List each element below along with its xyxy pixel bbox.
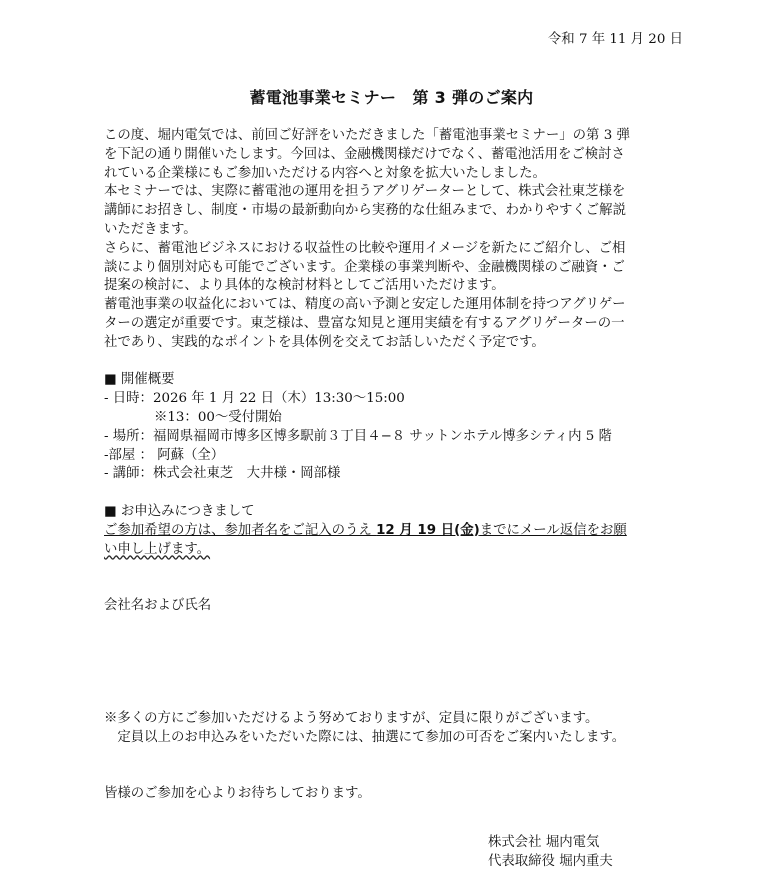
- intro-line: れている企業様にもご参加いただける内容へと対象を拡大いたしました。: [104, 165, 546, 181]
- document-title: 蓄電池事業セミナー 第 3 弾のご案内: [249, 88, 534, 107]
- application-section: [104, 503, 679, 559]
- capacity-notice: [104, 710, 679, 748]
- spacer: [104, 559, 679, 578]
- spacer: [104, 653, 679, 672]
- spacer: [104, 747, 679, 766]
- overview-lecturer: - 講師：株式会社東芝 大井様・岡部様: [104, 466, 341, 482]
- application-instructions-cont: [104, 541, 679, 560]
- spacer: [104, 484, 679, 503]
- application-text: ご参加希望の方は、参加者名をご記入のうえ: [104, 522, 377, 538]
- intro-line: 本セミナーでは、実際に蓄電池の運用を担うアグリゲーターとして、株式会社東芝様を: [104, 184, 626, 200]
- intro-line: さらに、蓄電池ビジネスにおける収益性の比較や運用イメージを新たにご紹介し、ご相: [104, 240, 626, 256]
- spacer: [104, 672, 679, 691]
- intro-line: 談により個別対応も可能でございます。企業様の事業判断や、金融機関様のご融資・ご: [104, 259, 625, 275]
- application-instructions: [104, 522, 679, 541]
- spacer: [104, 635, 679, 654]
- spacer: [104, 766, 679, 785]
- application-deadline: 12 月 19 日(金): [376, 522, 480, 538]
- spacer: [104, 353, 679, 372]
- spacer: [104, 691, 679, 710]
- signature-company: 株式会社 堀内電気: [488, 835, 600, 850]
- spacer: [104, 616, 679, 635]
- intro-line: 社であり、実践的なポイントを具体例を交えてお話しいただく予定です。: [104, 334, 545, 350]
- overview-heading: ■ 開催概要: [104, 372, 175, 388]
- intro-line: を下記の通り開催いたします。今回は、金融機関様だけでなく、蓄電池活用をご検討さ: [104, 146, 625, 162]
- overview-section: [104, 371, 679, 484]
- spacer: [104, 578, 679, 597]
- application-text: までにメール返信をお願: [479, 522, 627, 538]
- notice-line: ※多くの方にご参加いただけるよう努めておりますが、定員に限りがございます。: [104, 710, 599, 726]
- company-name-label: 会社名および氏名: [104, 597, 212, 613]
- closing-text: 皆様のご参加を心よりお待ちしております。: [104, 785, 371, 801]
- signature-representative: 代表取締役 堀内重夫: [488, 853, 613, 869]
- notice-line: 定員以上のお申込みをいただいた際には、抽選にて参加の可否をご案内いたします。: [104, 729, 626, 745]
- document-body: [104, 127, 679, 804]
- document-date: 令和 7 年 11 月 20 日: [547, 32, 683, 47]
- overview-venue: - 場所：福岡県福岡市博多区博多駅前３丁目４−８ サットンホテル博多シティ内 5 階: [104, 428, 612, 444]
- application-text: い申し上げます。: [104, 541, 211, 557]
- intro-line: いただきます。: [104, 221, 197, 237]
- intro-line: ターの選定が重要です。東芝様は、豊富な知見と運用実績を有するアグリゲーターの一: [104, 315, 625, 331]
- intro-line: 提案の検討に、より具体的な検討材料としてご活用いただけます。: [104, 278, 505, 294]
- overview-datetime: - 日時：2026 年 1 月 22 日（木）13:30～15:00: [104, 391, 405, 407]
- intro-line: この度、堀内電気では、前回ご好評をいただきました「蓄電池事業セミナー」の第 3 弾: [104, 128, 630, 143]
- intro-paragraph: [104, 127, 679, 353]
- intro-line: 講師にお招きし、制度・市場の最新動向から実務的な仕組みまで、わかりやすくご解説: [104, 203, 626, 219]
- overview-room: -部屋 ： 阿蘇（全）: [104, 447, 225, 463]
- signature-block: [488, 834, 613, 872]
- intro-line: 蓄電池事業の収益化においては、精度の高い予測と安定した運用体制を持つアグリゲー: [104, 297, 626, 313]
- overview-reception: ※13：00～受付開始: [154, 409, 282, 425]
- application-heading: ■ お申込みにつきまして: [104, 503, 255, 519]
